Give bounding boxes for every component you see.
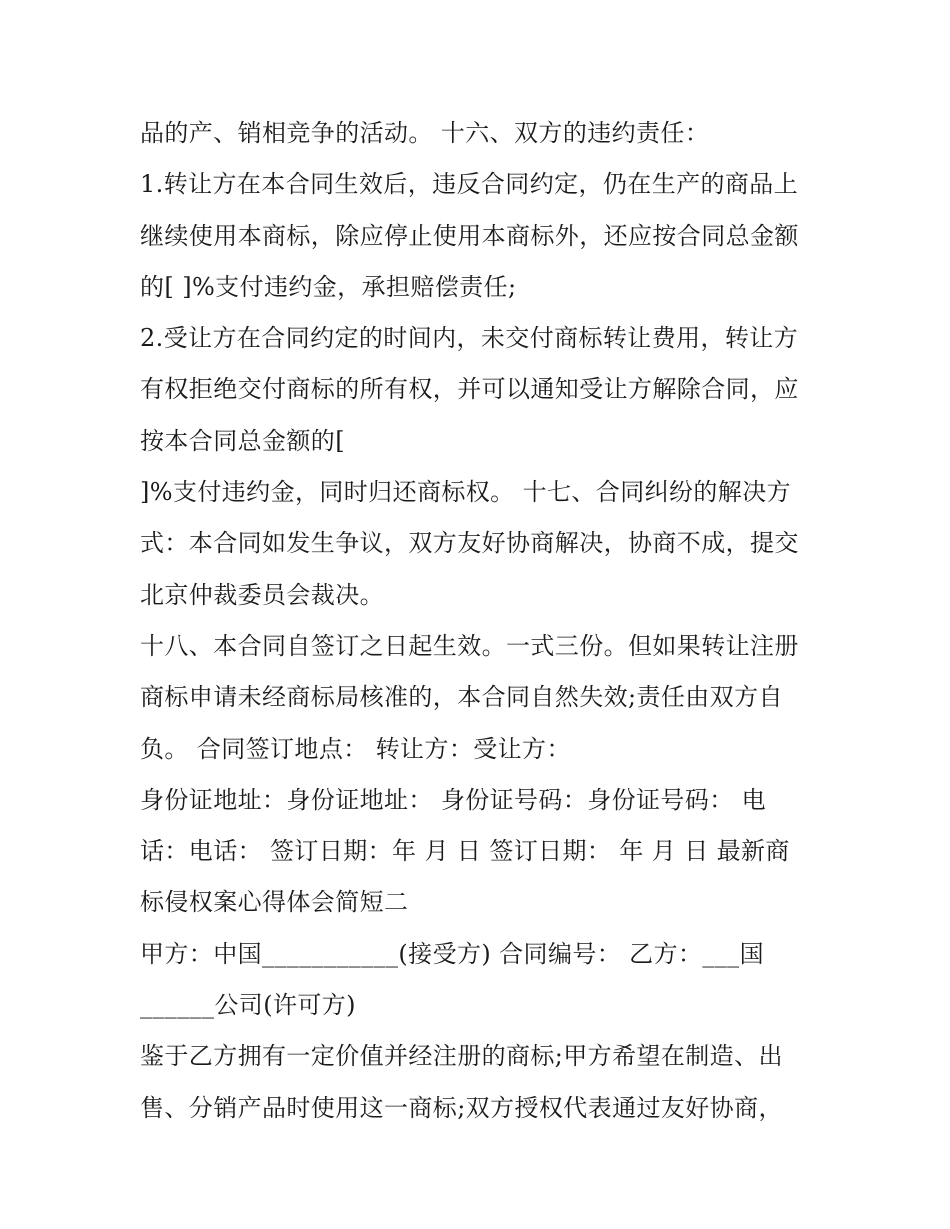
text-line: 品的产、销相竞争的活动。 十六、双方的违约责任：	[140, 119, 710, 147]
text-line: 的[ ]%支付违约金，承担赔偿责任;	[140, 272, 517, 301]
text-line: 有权拒绝交付商标的所有权，并可以通知受让方解除合同，应	[140, 375, 799, 404]
text-line: ______公司(许可方)	[140, 991, 356, 1020]
text-line: 1.转让方在本合同生效后，违反合同约定，仍在生产的商品上	[140, 170, 799, 199]
text-line: 十八、本合同自签订之日起生效。一式三份。但如果转让注册	[140, 631, 799, 660]
text-line: 售、分销产品时使用这一商标;双方授权代表通过友好协商，	[140, 1093, 783, 1122]
text-line: 2.受让方在合同约定的时间内，未交付商标转让费用，转让方	[140, 324, 799, 353]
text-line: 北京仲裁委员会裁决。	[140, 580, 384, 609]
text-line: 身份证地址：身份证地址： 身份证号码：身份证号码： 电	[140, 785, 767, 814]
text-line: ]%支付违约金，同时归还商标权。 十七、合同纠纷的解决方	[140, 478, 791, 507]
text-line: 继续使用本商标，除应停止使用本商标外，还应按合同总金额	[140, 221, 799, 250]
text-line: 甲方：中国___________(接受方) 合同编号： 乙方：___国	[140, 939, 764, 968]
text-line: 鉴于乙方拥有一定价值并经注册的商标;甲方希望在制造、出	[140, 1042, 783, 1071]
document-body	[140, 108, 830, 1134]
text-line: 按本合同总金额的[	[140, 426, 345, 455]
text-line: 商标申请未经商标局核准的，本合同自然失效;责任由双方自	[140, 683, 783, 712]
text-line: 式：本合同如发生争议，双方友好协商解决，协商不成，提交	[140, 529, 799, 558]
text-line: 负。 合同签订地点： 转让方：受让方：	[140, 734, 571, 763]
text-line: 标侵权案心得体会简短二	[140, 888, 409, 917]
text-line: 话：电话： 签订日期：年 月 日 签订日期： 年 月 日 最新商	[140, 837, 790, 866]
